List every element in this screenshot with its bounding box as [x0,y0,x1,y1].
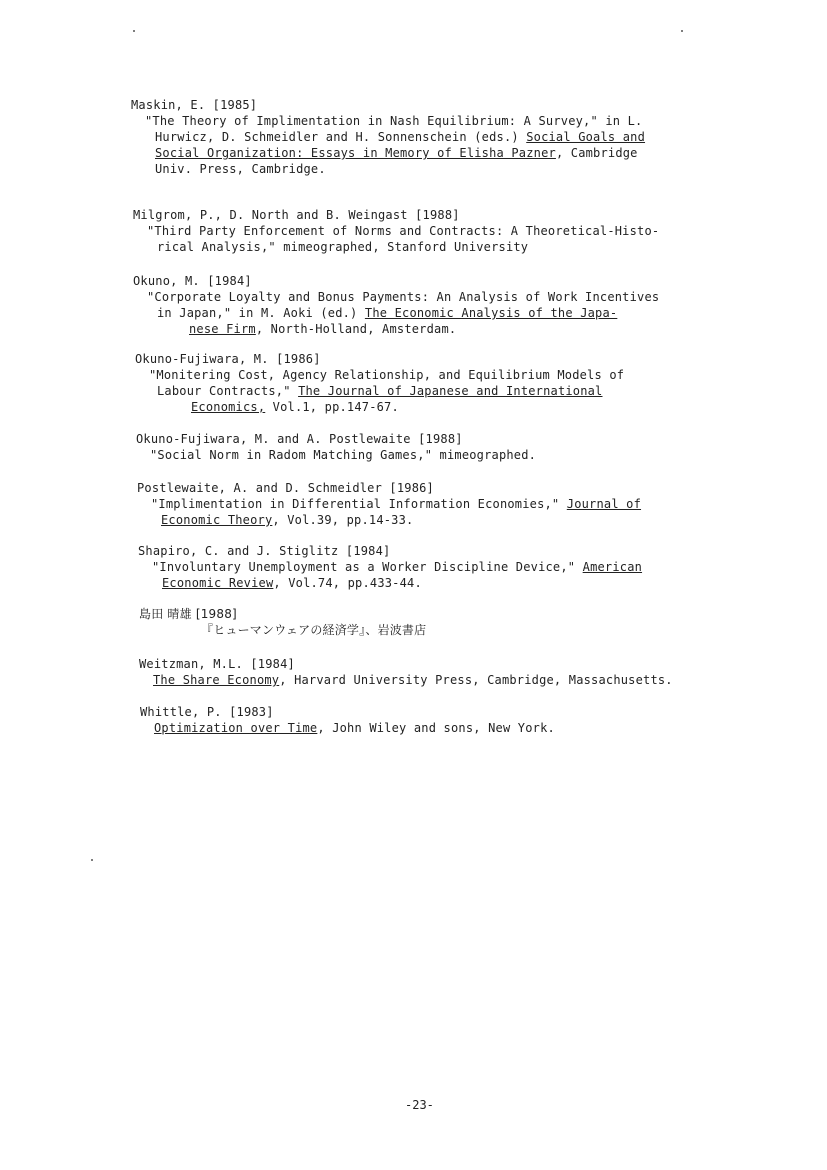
reference-line: rical Analysis," mimeographed, Stanford University [157,240,529,254]
reference-text: , Cambridge [555,146,638,160]
reference-text: Hurwicz, D. Schmeidler and H. Sonnenschein (eds.) [155,130,527,144]
reference-title: Social Organization: Essays in Memory of Elisha Pazner [155,146,556,160]
reference-entry [140,704,555,736]
reference-line [138,559,642,575]
reference-title: nese Firm [189,322,256,336]
reference-head: Maskin, E. [1985] [131,98,258,112]
reference-entry [133,207,659,255]
reference-head: Okuno-Fujiwara, M. and A. Postlewaite [1988] [136,432,463,446]
reference-title: Journal of [566,497,642,511]
reference-line: "Third Party Enforcement of Norms and Contracts: A Theoretical-Histo- [147,224,660,238]
reference-head: Milgrom, P., D. North and B. Weingast [1988] [133,208,460,222]
scan-speck [91,859,93,861]
reference-line [137,496,641,512]
reference-line [131,129,645,145]
reference-entry [136,431,536,463]
reference-line: Univ. Press, Cambridge. [155,162,326,176]
reference-text: "Involuntary Unemployment as a Worker Discipline Device," [152,560,583,574]
reference-line [133,321,659,337]
reference-line: 『ヒューマンウェアの経済学』、岩波書店 [201,623,427,637]
scan-speck [681,30,683,32]
reference-line [135,399,624,415]
reference-line [139,672,673,688]
reference-text: , North-Holland, Amsterdam. [255,322,457,336]
reference-line [137,512,641,528]
reference-head: Whittle, P. [1983] [140,705,274,719]
reference-text: Vol.1, pp.147-67. [265,400,399,414]
reference-entry [131,97,645,177]
page-number: -23- [405,1098,434,1112]
reference-text: Labour Contracts," [157,384,299,398]
reference-title: The Journal of Japanese and International [298,384,603,398]
reference-title: The Economic Analysis of the Japa- [364,306,618,320]
reference-title: Economic Theory [161,513,273,527]
reference-title: American [582,560,643,574]
reference-text: , Vol.39, pp.14-33. [272,513,414,527]
reference-line: "Corporate Loyalty and Bonus Payments: An Analysis of Work Incentives [147,290,660,304]
reference-title: The Share Economy [153,673,280,687]
reference-entry [139,656,673,688]
reference-line [138,575,642,591]
reference-head: Shapiro, C. and J. Stiglitz [1984] [138,544,391,558]
reference-entry [139,606,426,638]
reference-line [135,383,624,399]
reference-line [131,145,645,161]
reference-title: Economic Review [162,576,274,590]
reference-line: "Social Norm in Radom Matching Games," mimeographed. [150,448,537,462]
reference-head: Okuno-Fujiwara, M. [1986] [135,352,321,366]
reference-title: Optimization over Time [154,721,318,735]
reference-head: 島田 晴雄 [1988] [139,607,237,621]
reference-text: , John Wiley and sons, New York. [317,721,555,735]
reference-line: "The Theory of Implimentation in Nash Equilibrium: A Survey," in L. [145,114,643,128]
reference-title: Economics, [191,400,266,414]
reference-head: Weitzman, M.L. [1984] [139,657,295,671]
reference-entry [133,273,659,337]
scan-speck [133,30,135,32]
reference-line: "Monitering Cost, Agency Relationship, and Equilibrium Models of [149,368,625,382]
reference-entry [135,351,624,415]
reference-line [133,305,659,321]
reference-entry [138,543,642,591]
reference-title: Social Goals and [526,130,646,144]
reference-head: Okuno, M. [1984] [133,274,252,288]
reference-line [140,720,555,736]
reference-head: Postlewaite, A. and D. Schmeidler [1986] [137,481,434,495]
reference-text: , Vol.74, pp.433-44. [273,576,422,590]
reference-text: , Harvard University Press, Cambridge, Massachusetts. [279,673,673,687]
reference-entry [137,480,641,528]
reference-text: "Implimentation in Differential Information Economies," [151,497,567,511]
reference-text: in Japan," in M. Aoki (ed.) [157,306,365,320]
